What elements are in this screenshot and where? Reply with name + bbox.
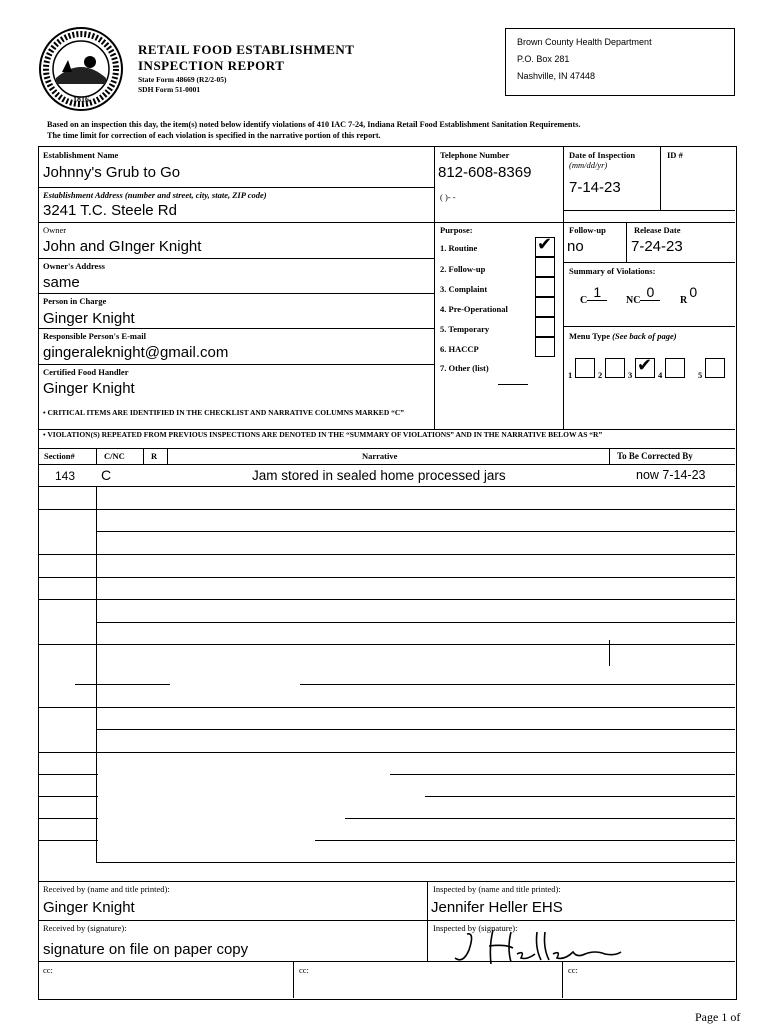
noncritical-count: 0 — [640, 284, 660, 301]
repeat-count: 0 — [689, 284, 698, 300]
menu-type-2-label: 2 — [598, 370, 603, 380]
col-corrected-header: To Be Corrected By — [617, 451, 693, 461]
row-corrected-by: now 7-14-23 — [636, 468, 706, 482]
owner-address-value[interactable]: same — [43, 274, 80, 291]
menu-type-5-label: 5 — [698, 370, 703, 380]
agency-box — [505, 28, 735, 96]
svg-text:1816: 1816 — [73, 95, 89, 104]
followup-value[interactable]: no — [567, 238, 584, 255]
agency-po-box: P.O. Box 281 — [517, 54, 570, 64]
summary-label: Summary of Violations: — [569, 266, 656, 276]
received-printed-label: Received by (name and title printed): — [43, 884, 170, 894]
telephone-second: ( )- - — [440, 192, 456, 202]
form-title-line2: INSPECTION REPORT — [138, 58, 285, 73]
food-handler-value[interactable]: Ginger Knight — [43, 380, 135, 397]
cc-label-3: cc: — [568, 965, 578, 975]
menu-type-4-label: 4 — [658, 370, 663, 380]
purpose-followup: 2. Follow-up — [440, 264, 486, 274]
purpose-preoperational: 4. Pre-Operational — [440, 304, 508, 314]
cc-label-2: cc: — [299, 965, 309, 975]
legend-critical: • CRITICAL ITEMS ARE IDENTIFIED IN THE CHECKLIST AND NARRATIVE COLUMNS MARKED “C” — [43, 408, 405, 417]
menu-type-2-checkbox[interactable] — [605, 358, 625, 378]
col-section-header: Section# — [44, 451, 75, 461]
menu-type-label: Menu Type (See back of page) — [569, 331, 677, 341]
inspector-signature-image — [445, 924, 625, 972]
email-value[interactable]: gingeraleknight@gmail.com — [43, 344, 229, 361]
food-handler-label: Certified Food Handler — [43, 367, 129, 377]
purpose-routine-checkbox[interactable] — [535, 234, 555, 257]
menu-type-1-label: 1 — [568, 370, 573, 380]
menu-type-checkboxes — [567, 355, 732, 382]
purpose-temporary-checkbox[interactable] — [535, 317, 555, 337]
critical-count: 1 — [587, 284, 607, 301]
menu-type-1-checkbox[interactable] — [575, 358, 595, 378]
row-section: 143 — [55, 469, 76, 483]
purpose-routine: 1. Routine — [440, 243, 478, 253]
purpose-followup-checkbox[interactable] — [535, 257, 555, 277]
check-mark-icon: ✔ — [637, 355, 653, 376]
agency-name: Brown County Health Department — [517, 37, 652, 47]
menu-type-3-checkbox[interactable] — [635, 355, 655, 378]
purpose-temporary: 5. Temporary — [440, 324, 490, 334]
inspected-printed-value[interactable]: Jennifer Heller EHS — [431, 899, 563, 916]
received-printed-value[interactable]: Ginger Knight — [43, 899, 135, 916]
telephone-value[interactable]: 812-608-8369 — [438, 164, 532, 181]
page-number: Page 1 of — [695, 1010, 741, 1024]
summary-noncritical: NC0 — [626, 290, 660, 307]
cc-label-1: cc: — [43, 965, 53, 975]
menu-type-3-label: 3 — [628, 370, 633, 380]
date-format: (mm/dd/yr) — [569, 160, 608, 170]
col-cnc-header: C/NC — [104, 451, 125, 461]
form-number-state: State Form 48669 (R2/2-05) — [138, 75, 227, 84]
summary-critical: C1 — [580, 290, 607, 307]
summary-repeat: R0 — [680, 290, 699, 306]
purpose-complaint-checkbox[interactable] — [535, 277, 555, 297]
notice-line2: The time limit for correction of each violation is specified in the narrative portion of this report. — [47, 131, 381, 140]
row-cnc: C — [101, 467, 112, 483]
col-r-header: R — [151, 451, 158, 461]
release-date-label: Release Date — [634, 225, 681, 235]
owner-label: Owner — [43, 225, 67, 235]
inspected-signature-label: Inspected by (signature): — [433, 923, 518, 933]
form-number-sdh: SDH Form 51-0001 — [138, 85, 201, 94]
inspected-printed-label: Inspected by (name and title printed): — [433, 884, 561, 894]
form-title-line1: RETAIL FOOD ESTABLISHMENT — [138, 42, 355, 57]
purpose-preoperational-checkbox[interactable] — [535, 297, 555, 317]
purpose-label: Purpose: — [440, 225, 473, 235]
date-label: Date of Inspection — [569, 150, 636, 160]
purpose-haccp-checkbox[interactable] — [535, 337, 555, 357]
received-signature-value[interactable]: signature on file on paper copy — [43, 941, 249, 958]
followup-label: Follow-up — [569, 225, 606, 235]
person-in-charge-label: Person in Charge — [43, 296, 107, 306]
purpose-complaint: 3. Complaint — [440, 284, 488, 294]
received-signature-label: Received by (signature): — [43, 923, 127, 933]
owner-address-label: Owner's Address — [43, 261, 105, 271]
row-narrative: Jam stored in sealed home processed jars — [252, 468, 506, 483]
establishment-name-value[interactable]: Johnny's Grub to Go — [43, 164, 181, 181]
check-mark-icon: ✔ — [537, 234, 553, 255]
col-narrative-header: Narrative — [362, 451, 398, 461]
owner-value[interactable]: John and GInger Knight — [43, 238, 202, 255]
release-date-value[interactable]: 7-24-23 — [631, 238, 683, 255]
purpose-other: 7. Other (list) — [440, 363, 489, 373]
address-label: Establishment Address (number and street, city, state, ZIP code) — [43, 190, 267, 200]
menu-type-4-checkbox[interactable] — [665, 358, 685, 378]
address-value[interactable]: 3241 T.C. Steele Rd — [43, 202, 177, 219]
notice-line1: Based on an inspection this day, the item(s) noted below identify violations of 410 IAC 7-24, Indiana Retail Food Establishment Sanitation Requirements. — [47, 120, 581, 129]
email-label: Responsible Person's E-mail — [43, 331, 146, 341]
menu-type-5-checkbox[interactable] — [705, 358, 725, 378]
person-in-charge-value[interactable]: Ginger Knight — [43, 310, 135, 327]
legend-repeat: • VIOLATION(S) REPEATED FROM PREVIOUS INSPECTIONS ARE DENOTED IN THE “SUMMARY OF VIOLATIONS” AND IN THE NARRATIVE BELOW AS “R” — [43, 430, 603, 439]
inspection-date-value[interactable]: 7-14-23 — [569, 179, 621, 196]
id-label: ID # — [667, 150, 683, 160]
agency-city: Nashville, IN 47448 — [517, 71, 596, 81]
state-seal-logo — [38, 26, 124, 112]
purpose-haccp: 6. HACCP — [440, 344, 479, 354]
telephone-label: Telephone Number — [440, 150, 510, 160]
establishment-name-label: Establishment Name — [43, 150, 119, 160]
